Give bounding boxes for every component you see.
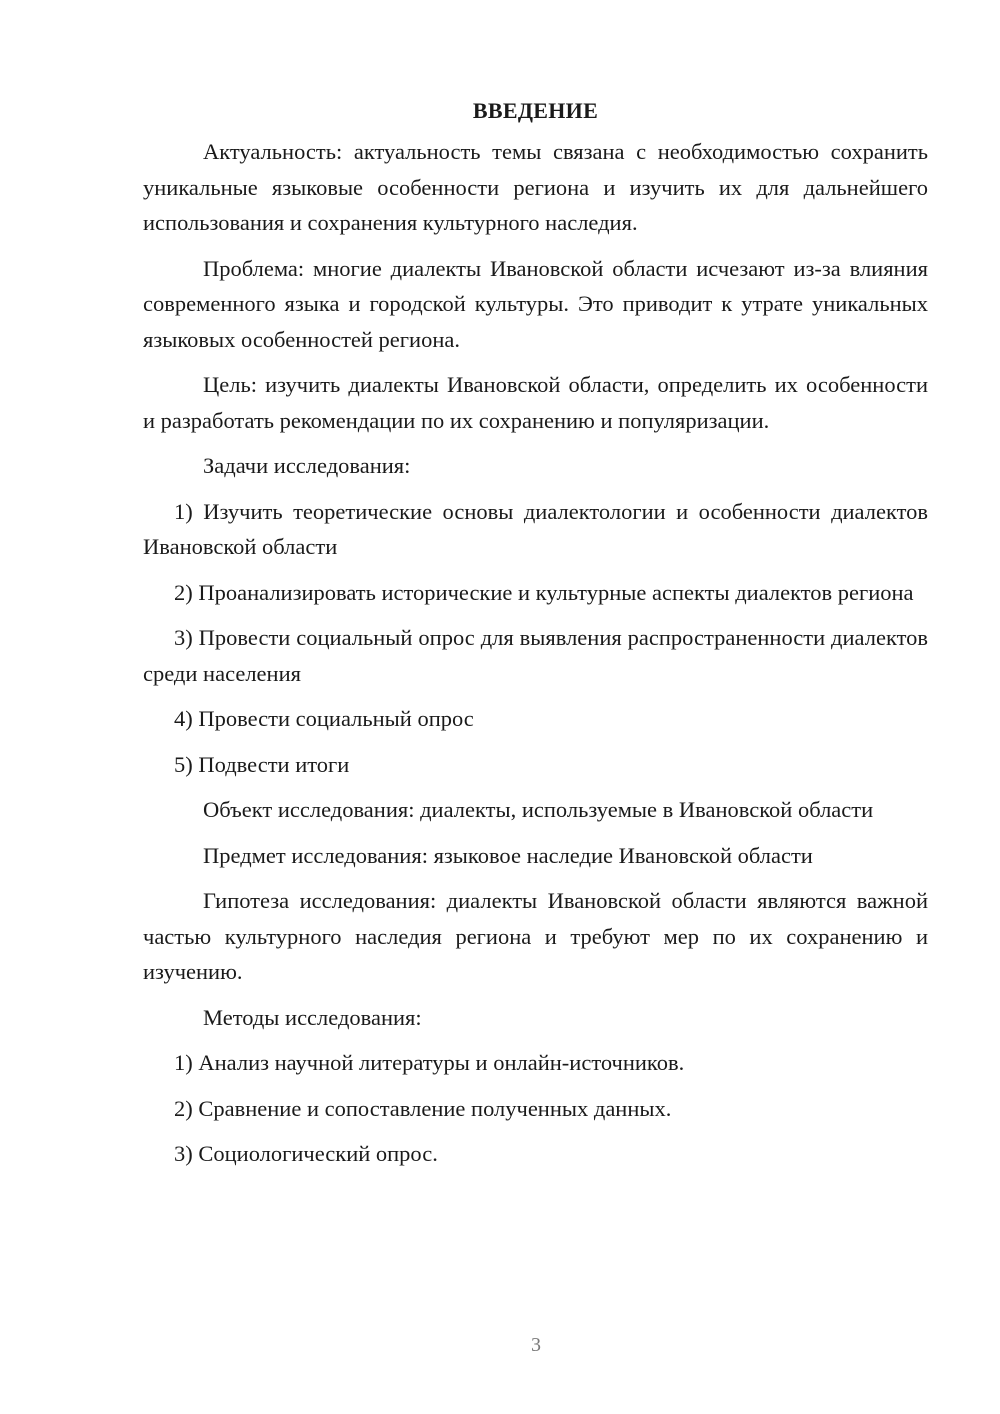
- paragraph-goal: Цель: изучить диалекты Ивановской области, определить их особенности и разработать рекомендации по их сохранению и популяризации.: [143, 372, 928, 433]
- method-item: 3) Социологический опрос.: [174, 1141, 438, 1166]
- paragraph-hypothesis: Гипотеза исследования: диалекты Ивановской области являются важной частью культурного наследия региона и требуют мер по их сохранению и изучению.: [143, 888, 928, 984]
- task-item: 1) Изучить теоретические основы диалектологии и особенности диалектов Ивановской области: [143, 498, 928, 559]
- methods-title: Методы исследования:: [203, 1004, 422, 1030]
- method-item: 2) Сравнение и сопоставление полученных данных.: [174, 1095, 672, 1121]
- task-item: 2) Проанализировать исторические и культурные аспекты диалектов региона: [174, 579, 914, 605]
- paragraph-subject: Предмет исследования: языковое наследие Ивановской области: [203, 842, 813, 868]
- task-item: 3) Провести социальный опрос для выявления распространенности диалектов среди населения: [143, 625, 928, 686]
- section-heading: ВВЕДЕНИЕ: [472, 98, 599, 123]
- tasks-title: Задачи исследования:: [203, 453, 411, 478]
- method-item: 1) Анализ научной литературы и онлайн-источников.: [174, 1050, 685, 1075]
- paragraph-problem: Проблема: многие диалекты Ивановской области исчезают из-за влияния современного языка и городской культуры. Это приводит к утрате уникальных языковых особенностей региона.: [143, 255, 928, 352]
- page-number: 3: [531, 1334, 541, 1356]
- paragraph-relevance: Актуальность: актуальность темы связана с необходимостью сохранить уникальные языковые особенности региона и изучить их для дальнейшего использования и сохранения культурного наследия.: [143, 139, 928, 235]
- task-item: 5) Подвести итоги: [174, 751, 350, 777]
- page-content: [143, 94, 928, 1182]
- task-item: 4) Провести социальный опрос: [174, 706, 474, 731]
- paragraph-object: Объект исследования: диалекты, используемые в Ивановской области: [203, 797, 874, 822]
